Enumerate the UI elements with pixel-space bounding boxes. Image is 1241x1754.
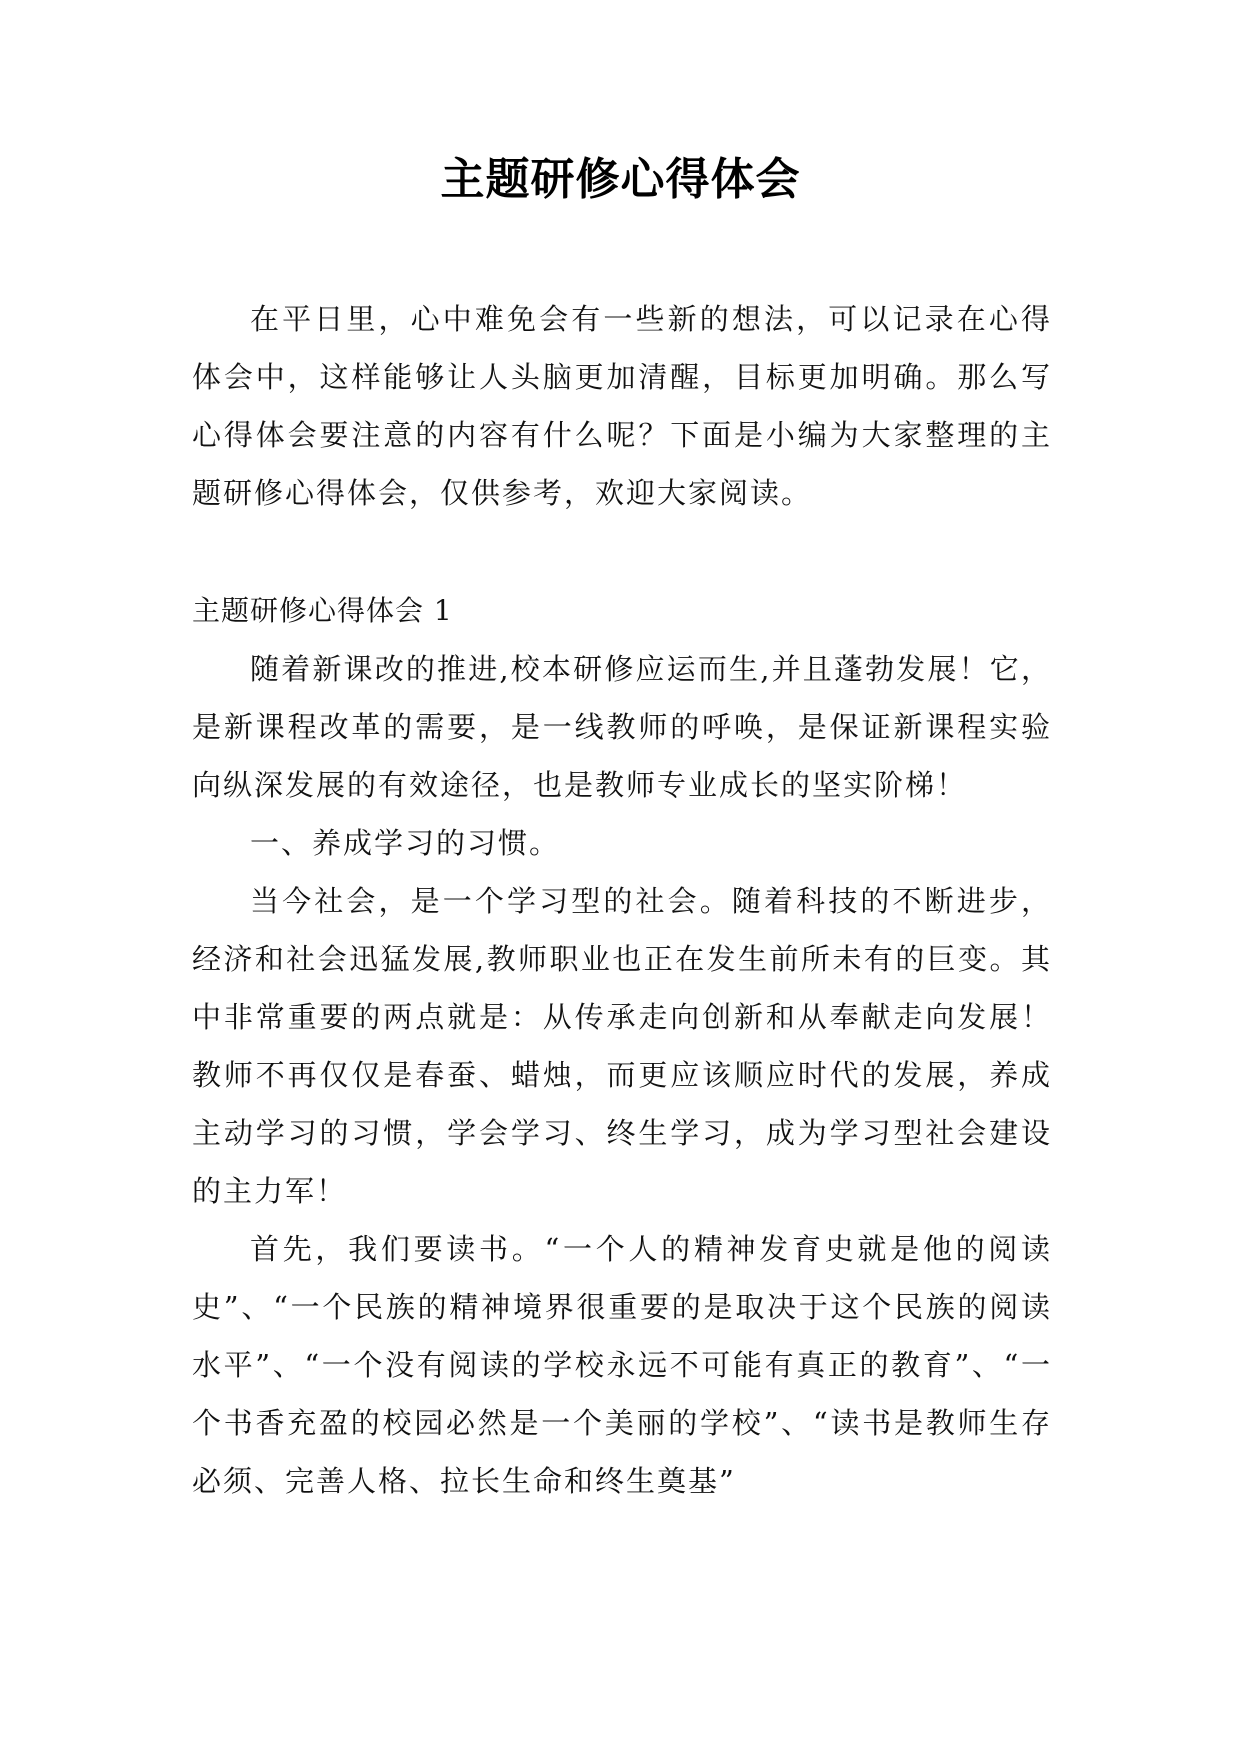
intro-paragraph: 在平日里，心中难免会有一些新的想法，可以记录在心得体会中，这样能够让人头脑更加清醒，目标更加明确。那么写心得体会要注意的内容有什么呢？下面是小编为大家整理的主题研修心得体会，仅供参考，欢迎大家阅读。 xyxy=(192,302,1052,510)
document-title: 主题研修心得体会 xyxy=(440,154,801,205)
section-block xyxy=(192,582,1052,1510)
subsection-heading: 一、养成学习的习惯。 xyxy=(250,826,561,860)
body-paragraph: 首先，我们要读书。“一个人的精神发育史就是他的阅读史”、“一个民族的精神境界很重要的是取决于这个民族的阅读水平”、“一个没有阅读的学校永远不可能有真正的教育”、“一个书香充盈的校园必然是一个美丽的学校”、“读书是教师生存必须、完善人格、拉长生命和终生奠基” xyxy=(192,1232,1052,1498)
body-paragraph: 随着新课改的推进,校本研修应运而生,并且蓬勃发展！它，是新课程改革的需要，是一线教师的呼唤，是保证新课程实验向纵深发展的有效途径，也是教师专业成长的坚实阶梯！ xyxy=(192,652,1052,802)
intro-block xyxy=(192,290,1052,522)
section-heading: 主题研修心得体会 1 xyxy=(192,594,453,627)
body-paragraph: 当今社会，是一个学习型的社会。随着科技的不断进步，经济和社会迅猛发展,教师职业也正在发生前所未有的巨变。其中非常重要的两点就是：从传承走向创新和从奉献走向发展！教师不再仅仅是春蚕、蜡烛，而更应该顺应时代的发展，养成主动学习的习惯，学会学习、终生学习，成为学习型社会建设的主力军！ xyxy=(192,884,1052,1208)
